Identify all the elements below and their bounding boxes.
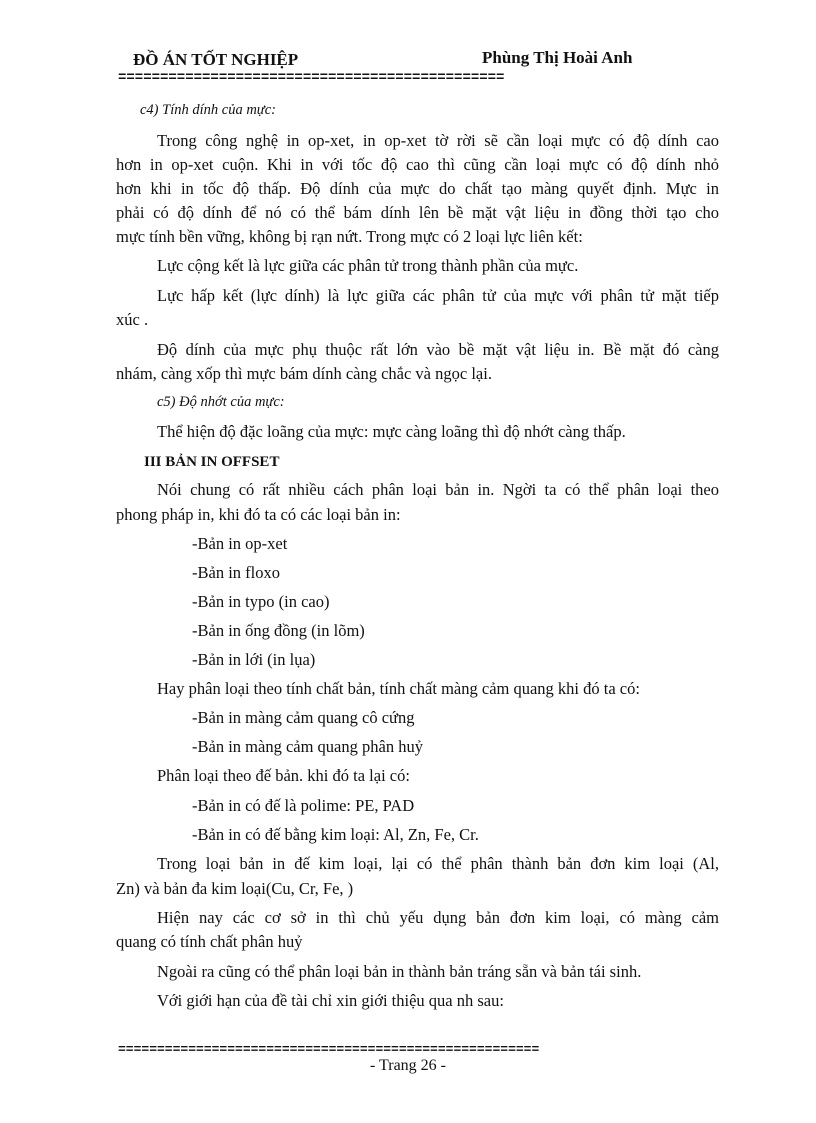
paragraph: Hay phân loại theo tính chất bản, tính chất màng cảm quang khi đó ta có: xyxy=(157,679,640,698)
paragraph: Ngoài ra cũng có thể phân loại bản in thành bản tráng sẵn và bản tái sinh. xyxy=(157,962,642,981)
paragraph-line: Lực hấp kết (lực dính) là lực giữa các phân tử của mực với phân tử mặt tiếp xyxy=(157,286,719,305)
paragraph-line: quang có tính chất phân huỷ xyxy=(116,932,303,951)
header-author: Phùng Thị Hoài Anh xyxy=(482,48,633,67)
list-item: -Bản in lới (in lụa) xyxy=(192,650,316,669)
paragraph-line: phải có độ dính để nó có thể bám dính lên bề mặt vật liệu in đồng thời tạo cho xyxy=(116,203,719,222)
list-item: -Bản in có đế bằng kim loại: Al, Zn, Fe, Cr. xyxy=(192,825,479,844)
paragraph-line: Độ dính của mực phụ thuộc rất lớn vào bề mặt vật liệu in. Bề mặt đó càng xyxy=(157,340,719,359)
paragraph: Phân loại theo đế bản. khi đó ta lại có: xyxy=(157,766,410,785)
paragraph: Lực cộng kết là lực giữa các phân tử trong thành phần của mực. xyxy=(157,256,579,275)
paragraph: Thể hiện độ đặc loãng của mực: mực càng loãng thì độ nhớt càng thấp. xyxy=(157,422,626,441)
subheading-c4: c4) Tính dính của mực: xyxy=(140,102,276,118)
section-heading: III BẢN IN OFFSET xyxy=(144,454,280,470)
paragraph-line: Nói chung có rất nhiều cách phân loại bản in. Ngời ta có thể phân loại theo xyxy=(157,480,719,499)
paragraph-line: phong pháp in, khi đó ta có các loại bản in: xyxy=(116,505,401,524)
paragraph-line: xúc . xyxy=(116,310,149,329)
list-item: -Bản in ống đồng (in lõm) xyxy=(192,621,365,640)
paragraph-line: nhám, càng xốp thì mực bám dính càng chắc và ngọc lại. xyxy=(116,364,492,383)
list-item: -Bản in floxo xyxy=(192,563,280,582)
header-divider: ============================================== xyxy=(118,70,505,86)
paragraph-line: hơn in op-xet cuộn. Khi in với tốc độ cao thì cũng cần loại mực có độ dính nhỏ xyxy=(116,155,719,174)
header-title: ĐỒ ÁN TỐT NGHIỆP xyxy=(133,50,299,69)
list-item: -Bản in màng cảm quang cô cứng xyxy=(192,708,415,727)
paragraph-line: Trong loại bản in đế kim loại, lại có thể phân thành bản đơn kim loại (Al, xyxy=(157,854,719,873)
paragraph-line: hơn khi in tốc độ thấp. Độ dính của mực do chất tạo màng quyết định. Mực in xyxy=(116,179,719,198)
paragraph: Với giới hạn của đề tài chỉ xin giới thiệu qua nh sau: xyxy=(157,991,504,1010)
list-item: -Bản in op-xet xyxy=(192,534,288,553)
paragraph-line: Zn) và bản đa kim loại(Cu, Cr, Fe, ) xyxy=(116,879,354,898)
paragraph-line: mực tính bền vững, không bị rạn nứt. Trong mực có 2 loại lực liên kết: xyxy=(116,227,583,246)
paragraph-line: Trong công nghệ in op-xet, in op-xet tờ rời sẽ cần loại mực có độ dính cao xyxy=(157,131,719,150)
list-item: -Bản in có đế là polime: PE, PAD xyxy=(192,796,415,815)
paragraph-line: Hiện nay các cơ sở in thì chủ yếu dụng bản đơn kim loại, có màng cảm xyxy=(157,908,719,927)
list-item: -Bản in màng cảm quang phân huỷ xyxy=(192,737,423,756)
list-item: -Bản in typo (in cao) xyxy=(192,592,330,611)
subheading-c5: c5) Độ nhớt của mực: xyxy=(157,394,285,410)
page-number: - Trang 26 - xyxy=(369,1057,446,1074)
footer-divider: ====================================================== xyxy=(118,1042,540,1057)
